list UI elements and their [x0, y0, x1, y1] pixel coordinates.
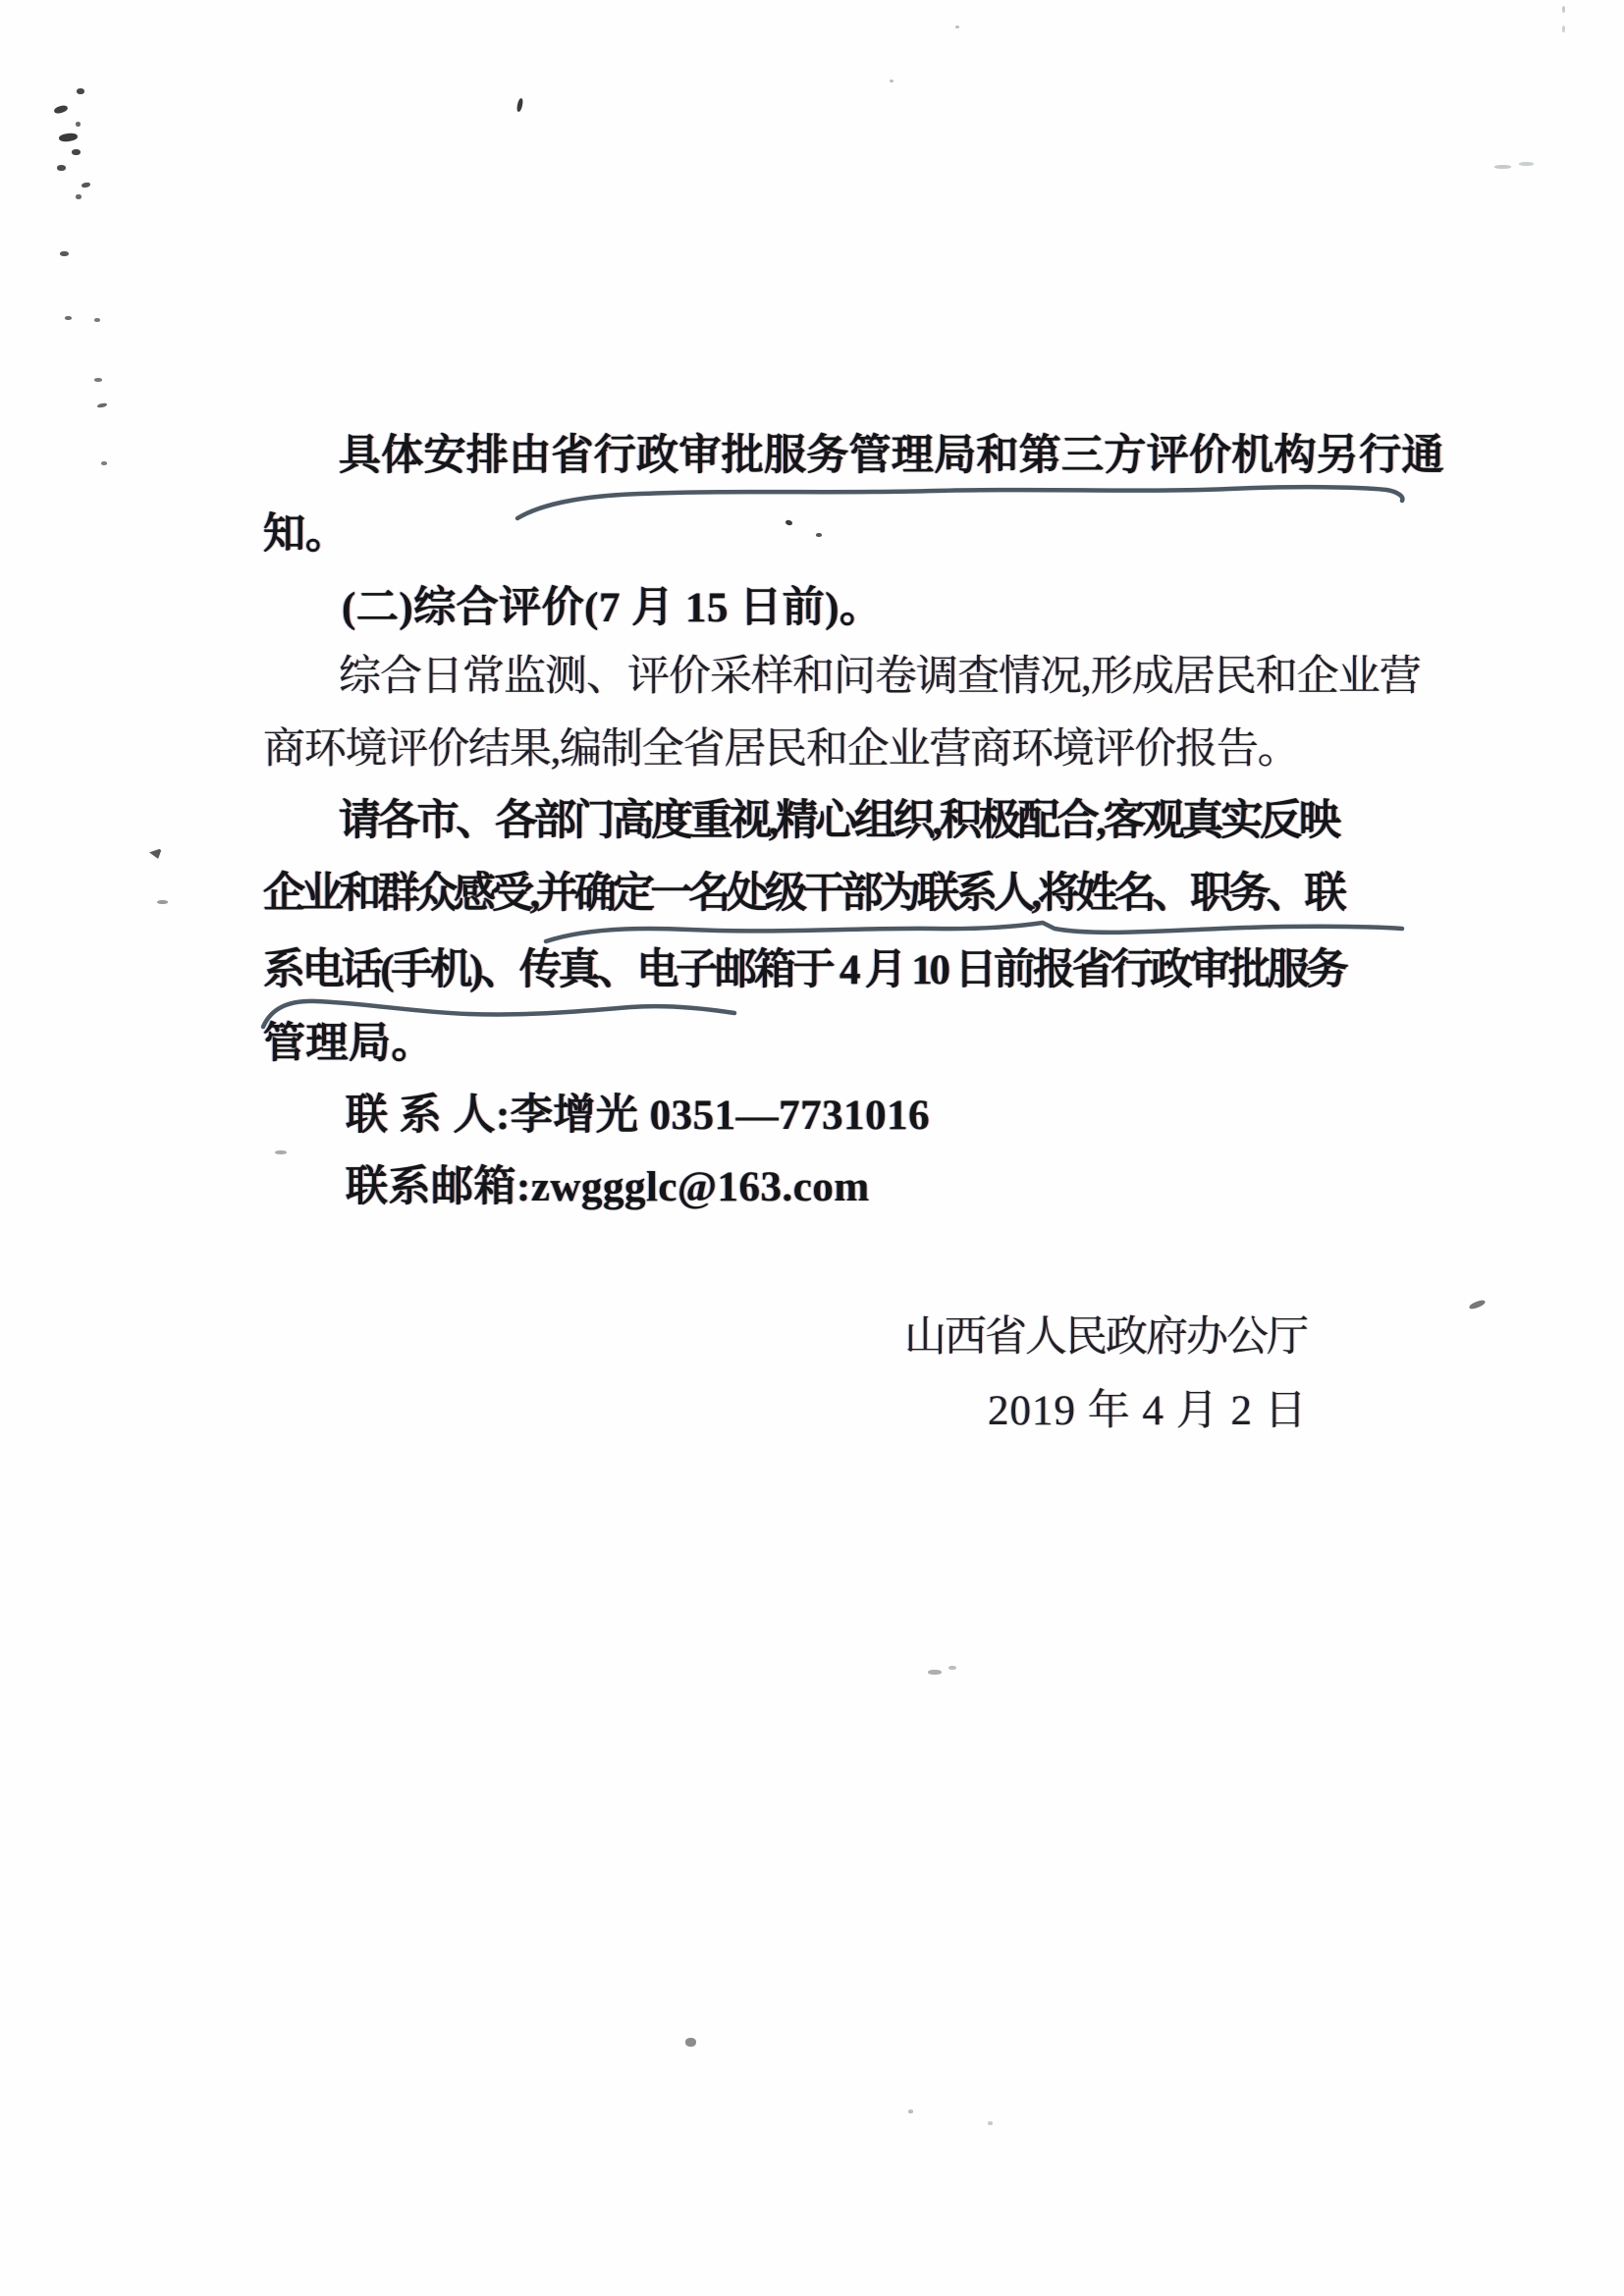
scan-speck — [1494, 165, 1511, 169]
scan-speck — [94, 378, 102, 382]
para1-line2: 知。 — [263, 511, 348, 558]
scan-speck — [157, 900, 168, 904]
scan-speck — [94, 318, 100, 322]
scan-speck — [76, 194, 81, 199]
scan-speck — [77, 88, 84, 94]
scan-speck — [1519, 162, 1534, 166]
scan-speck — [890, 80, 893, 82]
scan-speck — [72, 149, 81, 155]
scan-speck — [685, 2038, 696, 2047]
wavy-underline-para1 — [513, 481, 1411, 528]
para2-line2: 商环境评价结果,编制全省居民和企业营商环境评价报告。 — [263, 726, 1299, 773]
scan-speck — [149, 848, 162, 859]
signature-date-line: 2019 年 4 月 2 日 — [988, 1388, 1308, 1434]
scan-speck — [516, 98, 524, 113]
para3-line2: 企业和群众感受,并确定一名处级干部为联系人,将姓名、职务、联 — [263, 871, 1343, 917]
scan-speck — [97, 402, 108, 408]
scan-speck — [1562, 6, 1565, 13]
para3-line1: 请各市、各部门高度重视,精心组织,积极配合,客观真实反映 — [339, 798, 1338, 844]
para2-line1: 综合日常监测、评价采样和问卷调查情况,形成居民和企业营 — [339, 654, 1421, 700]
scan-speck — [948, 1666, 956, 1670]
scan-speck — [60, 251, 69, 256]
scan-speck — [1562, 26, 1565, 32]
scan-speck — [76, 122, 81, 127]
contact-person-line: 联 系 人:李增光 0351—7731016 — [346, 1093, 931, 1139]
para3-line4: 管理局。 — [263, 1021, 434, 1067]
scan-speck — [928, 1670, 942, 1675]
signature-org-line: 山西省人民政府办公厅 — [904, 1314, 1307, 1361]
ink-dot — [816, 533, 822, 537]
wavy-underline-para3b — [257, 986, 748, 1037]
para3-line3: 系电话(手机)、传真、电子邮箱于 4 月 10 日前报省行政审批服务 — [263, 947, 1346, 993]
scan-speck — [955, 26, 959, 28]
section-heading: (二)综合评价(7 月 15 日前)。 — [342, 585, 883, 631]
scan-speck — [81, 182, 91, 188]
scan-speck — [57, 165, 66, 171]
wavy-underline-para3a — [542, 916, 1408, 957]
scan-speck — [101, 461, 107, 465]
contact-email-line: 联系邮箱:zwggglc@163.com — [346, 1164, 870, 1210]
scan-speck — [988, 2121, 993, 2125]
scan-speck — [908, 2109, 913, 2113]
scan-speck — [1468, 1299, 1486, 1310]
para1-line1: 具体安排由省行政审批服务管理局和第三方评价机构另行通 — [339, 433, 1444, 479]
scan-speck — [65, 316, 72, 320]
scan-speck — [275, 1150, 287, 1154]
scan-speck — [59, 133, 79, 142]
scan-speck — [53, 104, 68, 115]
